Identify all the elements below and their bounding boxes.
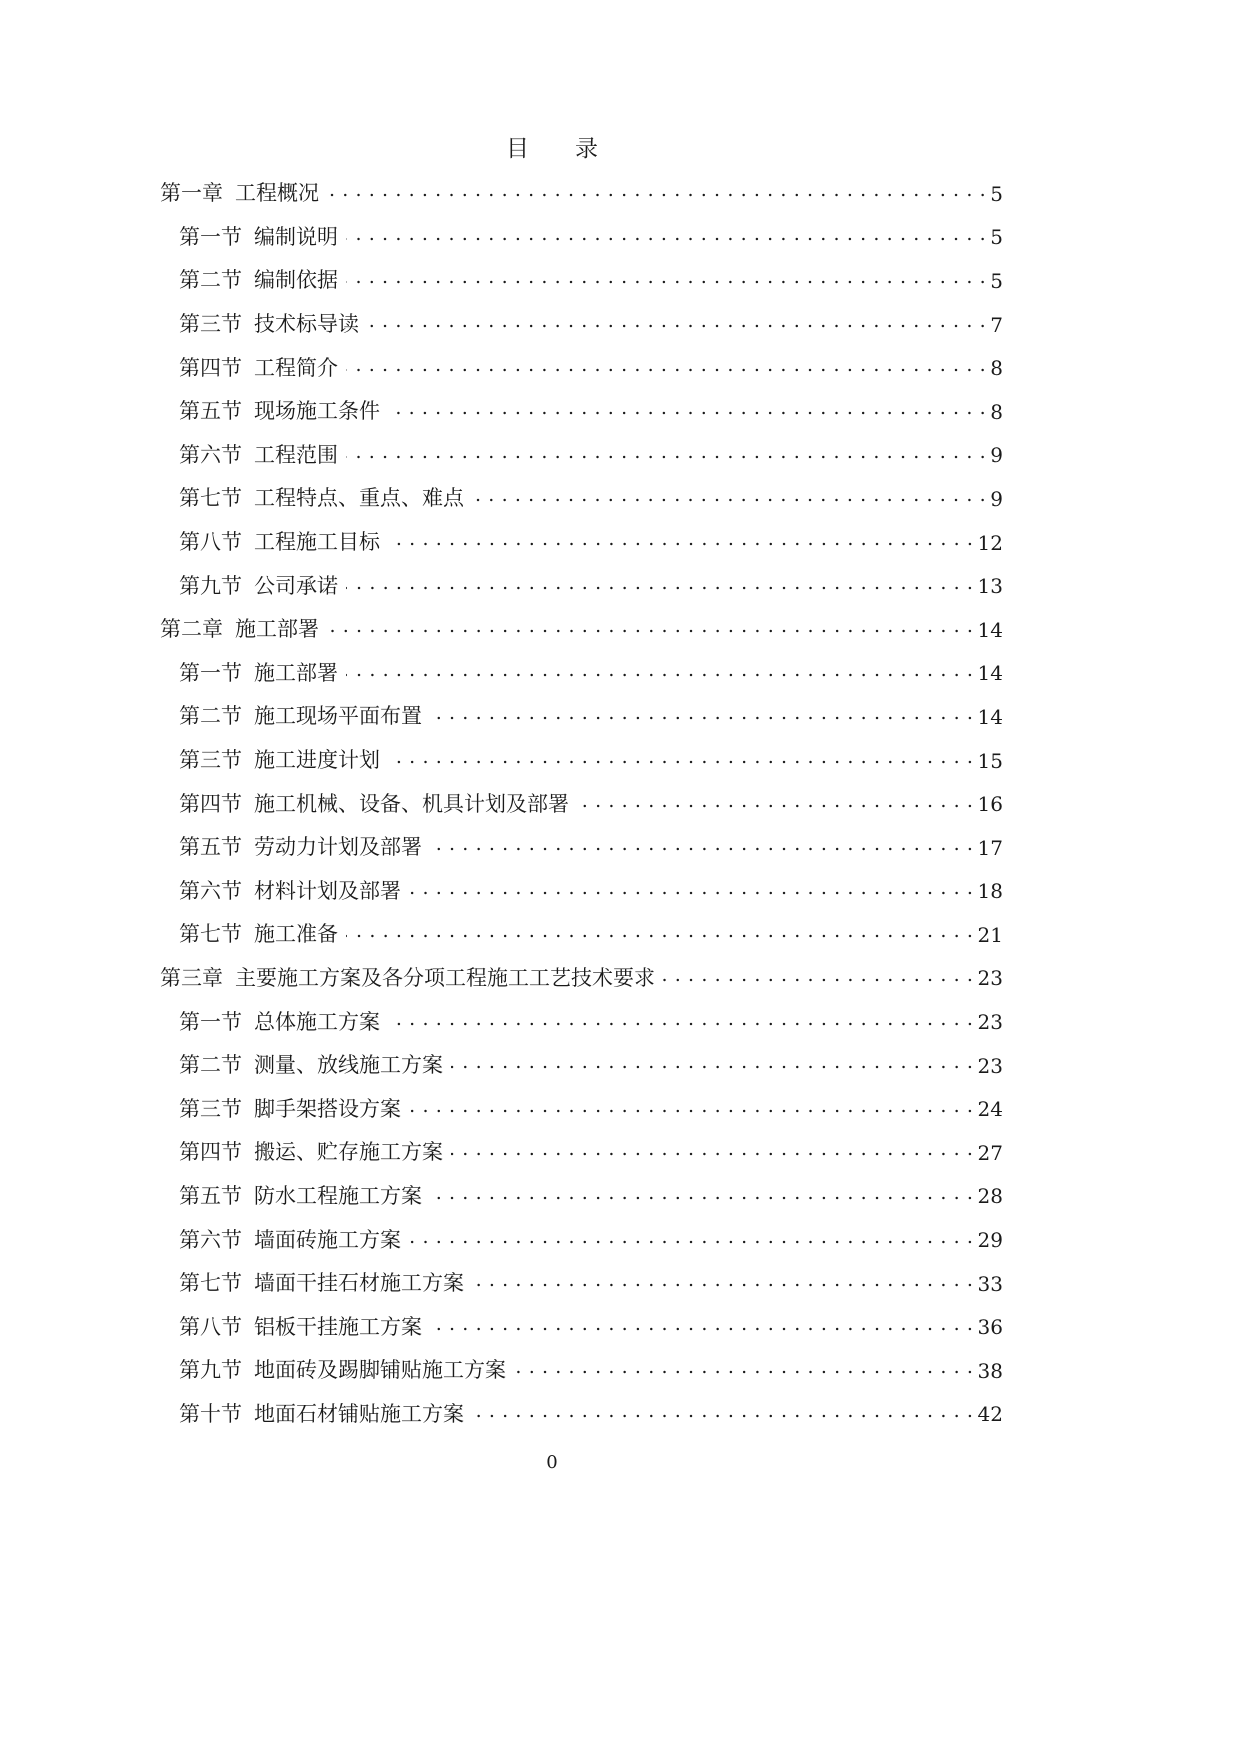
toc-section-entry[interactable]: [160, 1393, 1003, 1437]
toc-entry-page: 28: [977, 1184, 1003, 1209]
toc-entry-title: 劳动力计划及部署: [254, 835, 422, 860]
toc-entry-number: 第五节: [179, 399, 242, 424]
toc-entry-number: 第二节: [179, 268, 242, 293]
toc-section-entry[interactable]: [160, 695, 1003, 739]
toc-dot-leader: [409, 881, 974, 902]
toc-entry-title: 铝板干挂施工方案: [254, 1314, 422, 1339]
toc-section-entry[interactable]: [160, 1131, 1003, 1175]
toc-entry-number: 第七节: [179, 1271, 242, 1296]
toc-entry-page: 33: [977, 1271, 1003, 1296]
toc-section-entry[interactable]: [160, 346, 1003, 390]
toc-entry-title: 现场施工条件: [254, 399, 380, 424]
toc-entry-title: 材料计划及部署: [254, 878, 401, 903]
toc-entry-title: 施工进度计划: [254, 748, 380, 773]
toc-entry-number: 第八节: [179, 530, 242, 555]
toc-entry-title: 防水工程施工方案: [254, 1183, 422, 1208]
toc-dot-leader: [430, 1186, 974, 1207]
toc-dot-leader: [346, 576, 974, 597]
toc-section-entry[interactable]: [160, 390, 1003, 434]
toc-entry-number: 第六节: [179, 878, 242, 903]
toc-section-entry[interactable]: [160, 1044, 1003, 1088]
toc-entry-title: 公司承诺: [254, 573, 338, 598]
toc-entry-number: 第五节: [179, 1183, 242, 1208]
toc-section-entry[interactable]: [160, 259, 1003, 303]
toc-entry-page: 5: [990, 268, 1003, 293]
toc-entry-number: 第一节: [179, 224, 242, 249]
toc-entry-page: 8: [990, 399, 1003, 424]
toc-section-entry[interactable]: [160, 1305, 1003, 1349]
toc-entry-number: 第一节: [179, 1009, 242, 1034]
toc-entry-page: 23: [977, 966, 1003, 991]
toc-entry-page: 12: [977, 530, 1003, 555]
toc-section-entry[interactable]: [160, 1087, 1003, 1131]
toc-section-entry[interactable]: [160, 870, 1003, 914]
toc-entry-page: 13: [977, 574, 1003, 599]
toc-entry-number: 第六节: [179, 442, 242, 467]
toc-entry-page: 18: [977, 879, 1003, 904]
toc-entry-page: 14: [977, 661, 1003, 686]
toc-dot-leader: [388, 401, 986, 422]
toc-entry-page: 16: [977, 792, 1003, 817]
toc-section-entry[interactable]: [160, 303, 1003, 347]
toc-entry-number: 第三章: [160, 965, 223, 990]
toc-dot-leader: [367, 314, 986, 335]
toc-entry-page: 14: [977, 704, 1003, 729]
page-number: 0: [546, 1452, 558, 1473]
toc-section-entry[interactable]: [160, 564, 1003, 608]
toc-section-entry[interactable]: [160, 1218, 1003, 1262]
toc-entry-title: 测量、放线施工方案: [254, 1053, 443, 1078]
toc-entry-title: 主要施工方案及各分项工程施工工艺技术要求: [235, 965, 655, 990]
toc-entry-title: 施工部署: [254, 660, 338, 685]
toc-dot-leader: [663, 968, 974, 989]
toc-entry-page: 9: [990, 443, 1003, 468]
toc-entry-title: 工程概况: [235, 181, 319, 206]
toc-entry-number: 第六节: [179, 1227, 242, 1252]
toc-entry-title: 搬运、贮存施工方案: [254, 1140, 443, 1165]
toc-entry-number: 第四节: [179, 355, 242, 380]
toc-dot-leader: [346, 445, 986, 466]
toc-entry-title: 工程施工目标: [254, 530, 380, 555]
toc-dot-leader: [430, 706, 974, 727]
toc-dot-leader: [451, 1055, 974, 1076]
toc-entry-page: 21: [977, 922, 1003, 947]
toc-dot-leader: [430, 837, 974, 858]
toc-entry-number: 第三节: [179, 748, 242, 773]
toc-entry-number: 第十节: [179, 1401, 242, 1426]
toc-entry-number: 第一节: [179, 660, 242, 685]
toc-dot-leader: [346, 270, 986, 291]
toc-entry-number: 第二节: [179, 1053, 242, 1078]
toc-entry-page: 38: [977, 1358, 1003, 1383]
toc-entry-title: 脚手架搭设方案: [254, 1096, 401, 1121]
toc-entry-title: 地面石材铺贴施工方案: [254, 1401, 464, 1426]
toc-section-entry[interactable]: [160, 739, 1003, 783]
toc-entry-number: 第七节: [179, 922, 242, 947]
toc-dot-leader: [514, 1360, 974, 1381]
toc-dot-leader: [346, 358, 986, 379]
toc-entry-title: 施工部署: [235, 617, 319, 642]
toc-section-entry[interactable]: [160, 1262, 1003, 1306]
toc-entry-page: 24: [977, 1097, 1003, 1122]
toc-entry-title: 总体施工方案: [254, 1009, 380, 1034]
toc-section-entry[interactable]: [160, 782, 1003, 826]
toc-dot-leader: [327, 183, 986, 204]
toc-entry-number: 第八节: [179, 1314, 242, 1339]
toc-dot-leader: [346, 227, 986, 248]
toc-entry-title: 编制说明: [254, 224, 338, 249]
toc-section-entry[interactable]: [160, 913, 1003, 957]
toc-entry-page: 7: [990, 312, 1003, 337]
toc-title: 目录: [506, 136, 644, 162]
toc-entry-page: 27: [977, 1140, 1003, 1165]
toc-section-entry[interactable]: [160, 216, 1003, 260]
toc-dot-leader: [577, 794, 974, 815]
toc-entry-number: 第三节: [179, 1096, 242, 1121]
toc-dot-leader: [472, 488, 986, 509]
toc-entry-number: 第一章: [160, 181, 223, 206]
toc-entry-page: 8: [990, 356, 1003, 381]
toc-dot-leader: [388, 1012, 974, 1033]
toc-entry-number: 第五节: [179, 835, 242, 860]
toc-entry-number: 第二节: [179, 704, 242, 729]
toc-entry-page: 14: [977, 617, 1003, 642]
toc-entry-page: 42: [977, 1402, 1003, 1427]
toc-entry-number: 第三节: [179, 312, 242, 337]
toc-list: [160, 172, 1003, 1436]
toc-section-entry[interactable]: [160, 1000, 1003, 1044]
toc-chapter-entry[interactable]: [160, 608, 1003, 652]
toc-section-entry[interactable]: [160, 434, 1003, 478]
toc-entry-page: 23: [977, 1053, 1003, 1078]
toc-chapter-entry[interactable]: [160, 172, 1003, 216]
toc-entry-page: 5: [990, 225, 1003, 250]
toc-section-entry[interactable]: [160, 826, 1003, 870]
toc-entry-number: 第四节: [179, 791, 242, 816]
toc-dot-leader: [472, 1273, 974, 1294]
toc-entry-page: 36: [977, 1315, 1003, 1340]
toc-section-entry[interactable]: [160, 1349, 1003, 1393]
toc-dot-leader: [327, 619, 974, 640]
toc-entry-number: 第九节: [179, 1358, 242, 1383]
toc-entry-page: 15: [977, 748, 1003, 773]
toc-dot-leader: [409, 1099, 974, 1120]
toc-section-entry[interactable]: [160, 1175, 1003, 1219]
toc-section-entry[interactable]: [160, 521, 1003, 565]
toc-section-entry[interactable]: [160, 477, 1003, 521]
toc-entry-title: 工程范围: [254, 442, 338, 467]
toc-entry-title: 施工机械、设备、机具计划及部署: [254, 791, 569, 816]
toc-entry-number: 第七节: [179, 486, 242, 511]
toc-entry-page: 17: [977, 835, 1003, 860]
toc-entry-title: 墙面砖施工方案: [254, 1227, 401, 1252]
toc-dot-leader: [430, 1317, 974, 1338]
toc-entry-number: 第四节: [179, 1140, 242, 1165]
toc-entry-page: 5: [990, 181, 1003, 206]
toc-entry-page: 23: [977, 1010, 1003, 1035]
toc-dot-leader: [409, 1230, 974, 1251]
toc-dot-leader: [451, 1142, 974, 1163]
toc-entry-number: 第九节: [179, 573, 242, 598]
toc-dot-leader: [388, 532, 974, 553]
toc-entry-page: 9: [990, 486, 1003, 511]
toc-entry-title: 施工现场平面布置: [254, 704, 422, 729]
toc-chapter-entry[interactable]: [160, 957, 1003, 1001]
toc-dot-leader: [388, 750, 974, 771]
toc-entry-title: 地面砖及踢脚铺贴施工方案: [254, 1358, 506, 1383]
toc-dot-leader: [346, 924, 974, 945]
toc-dot-leader: [346, 663, 974, 684]
toc-entry-number: 第二章: [160, 617, 223, 642]
toc-entry-title: 施工准备: [254, 922, 338, 947]
toc-entry-title: 工程特点、重点、难点: [254, 486, 464, 511]
toc-entry-title: 编制依据: [254, 268, 338, 293]
toc-entry-title: 技术标导读: [254, 312, 359, 337]
toc-dot-leader: [472, 1404, 974, 1425]
toc-section-entry[interactable]: [160, 652, 1003, 696]
toc-entry-title: 工程简介: [254, 355, 338, 380]
toc-entry-title: 墙面干挂石材施工方案: [254, 1271, 464, 1296]
toc-entry-page: 29: [977, 1228, 1003, 1253]
